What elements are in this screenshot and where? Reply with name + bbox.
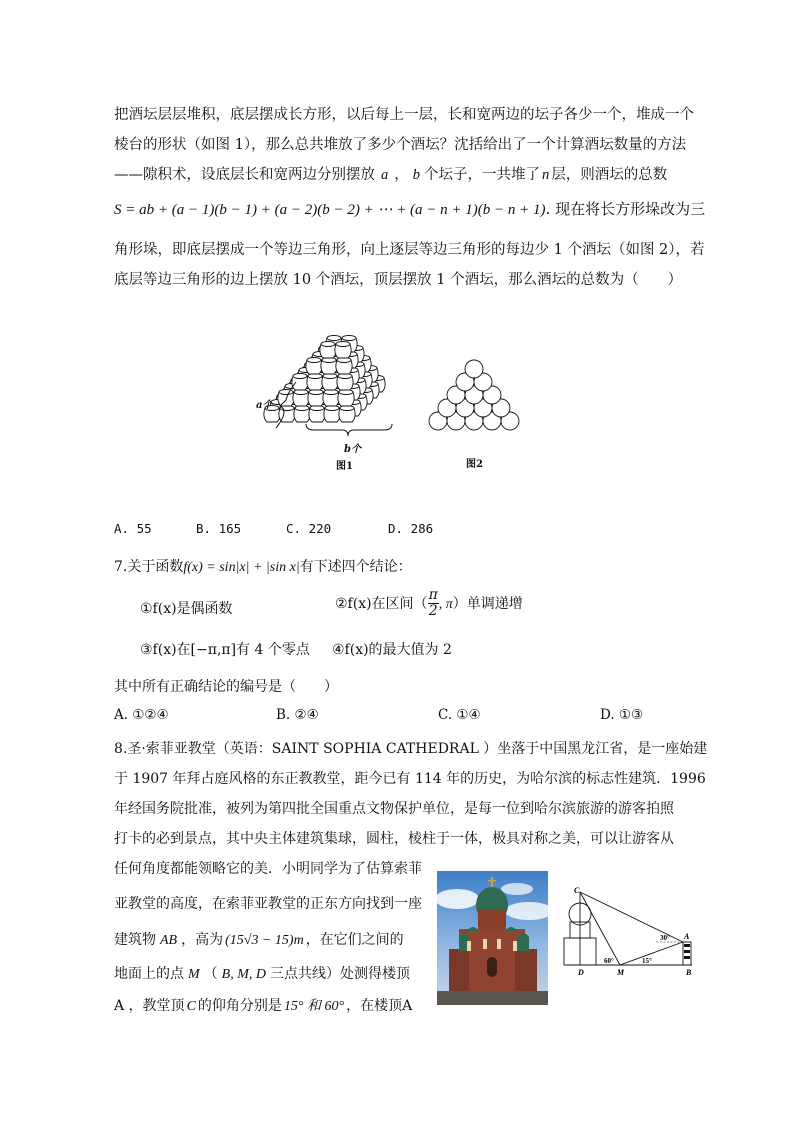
jar [320,342,336,359]
q8-line-4: 打卡的必到景点，其中央主体建筑集球，圆柱，棱柱于一体，极具对称之美，可以让游客从 [114,831,674,847]
q8-line-5: 任何角度都能领略它的美．小明同学为了估算索菲 [114,861,422,877]
jar [335,342,351,359]
jar-circle [465,360,483,378]
label-A: A [684,932,690,941]
jar [321,358,337,375]
figure-1-jar-pile [250,320,410,470]
intro-line-1: 把酒坛层层堆积，底层摆成长方形，以后每上一层，长和宽两边的坛子各少一个，堆成一个 [114,107,694,123]
q7-ask: 其中所有正确结论的编号是（ ） [114,679,338,695]
jar [338,390,354,407]
q7-option-a[interactable]: A. ①②④ [114,707,169,723]
jar [278,390,294,407]
jar [339,406,355,423]
jar [337,374,353,391]
q7-conclusion-1: ①f(x)是偶函数 [140,601,233,617]
jar [322,374,338,391]
q6-option-c[interactable]: C. 220 [286,521,332,536]
jar [308,390,324,407]
q8-line-8: 地面上的点 M （ B, M, D 三点共线）处测得楼顶 [114,966,410,982]
intro-line-6: 底层等边三角形的边上摆放 10 个酒坛，顶层摆放 1 个酒坛，那么酒坛的总数为（ ） [114,272,683,288]
q7-option-c[interactable]: C. ①④ [438,707,481,723]
q6-option-d[interactable]: D. 286 [388,521,434,536]
q7-conclusion-4: ④f(x)的最大值为 2 [332,642,452,658]
jar [324,406,340,423]
q6-options [114,521,714,541]
angle-15: 15° [642,957,652,965]
intro-line-4: S = ab + (a − 1)(b − 1) + (a − 2)(b − 2) + ⋯ + (a − n + 1)(b − n + 1). 现在将长方形垛改为三 [114,200,706,218]
q6-option-b[interactable]: B. 165 [196,521,242,536]
intro-line-5: 角形垛，即底层摆成一个等边三角形，向上逐层等边三角形的每边少 1 个酒坛（如图 2），若 [114,242,705,258]
label-M: M [617,968,625,977]
brace-b [306,424,392,436]
q7-options [114,707,694,727]
jar [336,358,352,375]
q7-option-b[interactable]: B. ②④ [276,707,319,723]
q7-conclusion-2: ②f(x)在区间（ $\frac{\pi}{2}$ , π）单调递增 [335,587,523,620]
angle-30: 30° [660,934,670,942]
label-a-count: a个 [256,400,273,411]
q8-line-7: 建筑物 AB ，高为 (15√3 − 15)m ，在它们之间的 [114,932,404,948]
figure-2-caption: 图2 [466,459,483,470]
label-D: D [578,968,584,977]
q8-line-1: 8.圣·索菲亚教堂（英语：SAINT SOPHIA CATHEDRAL ）坐落于中国黑龙江省，是一座始建 [114,741,708,757]
q7-conclusion-3: ③f(x)在[−π,π]有 4 个零点 [140,642,310,658]
label-b-count: b个 [344,444,361,455]
q7-option-d[interactable]: D. ①③ [600,707,644,723]
intro-line-2: 棱台的形状（如图 1），那么总共堆放了多少个酒坛？沈括给出了一个计算酒坛数量的方法 [114,137,687,153]
q8-line-9: A ，教堂顶 C 的仰角分别是 15° 和 60° ，在楼顶A [114,998,413,1014]
jar [293,390,309,407]
q8-line-6: 亚教堂的高度，在索菲亚教堂的正东方向找到一座 [114,896,422,912]
figure-2-triangle-pile [425,345,523,433]
jar [292,374,308,391]
cathedral-photo [437,871,548,1005]
jar [309,406,325,423]
jar [323,390,339,407]
angle-60: 60° [604,957,614,965]
label-B: B [686,968,692,977]
jar [294,406,310,423]
q7-stem: 7.关于函数f(x) = sin|x| + |sin x|有下述四个结论： [114,559,412,575]
angle-diagram [556,884,698,978]
jar [306,358,322,375]
jar [307,374,323,391]
label-C: C [574,886,580,895]
figure-1-caption: 图1 [336,461,353,472]
q8-line-3: 年经国务院批准，被列为第四批全国重点文物保护单位，是每一位到哈尔滨旅游的游客拍照 [114,801,674,817]
intro-line-3: ——隙积术，设底层长和宽两边分别摆放 a ， b 个坛子，一共堆了 n 层，则酒坛的总数 [114,167,668,183]
sum-formula: S = ab + (a − 1)(b − 1) + (a − 2)(b − 2) + ⋯ + (a − n + 1)(b − n + 1) [114,202,546,218]
q7-function: f(x) = sin|x| + |sin x| [183,560,300,575]
q6-option-a[interactable]: A. 55 [114,521,152,536]
q8-line-2: 于 1907 年拜占庭风格的东正教教堂，距今已有 114 年的历史，为哈尔滨的标志性建筑．1996 [114,771,706,787]
